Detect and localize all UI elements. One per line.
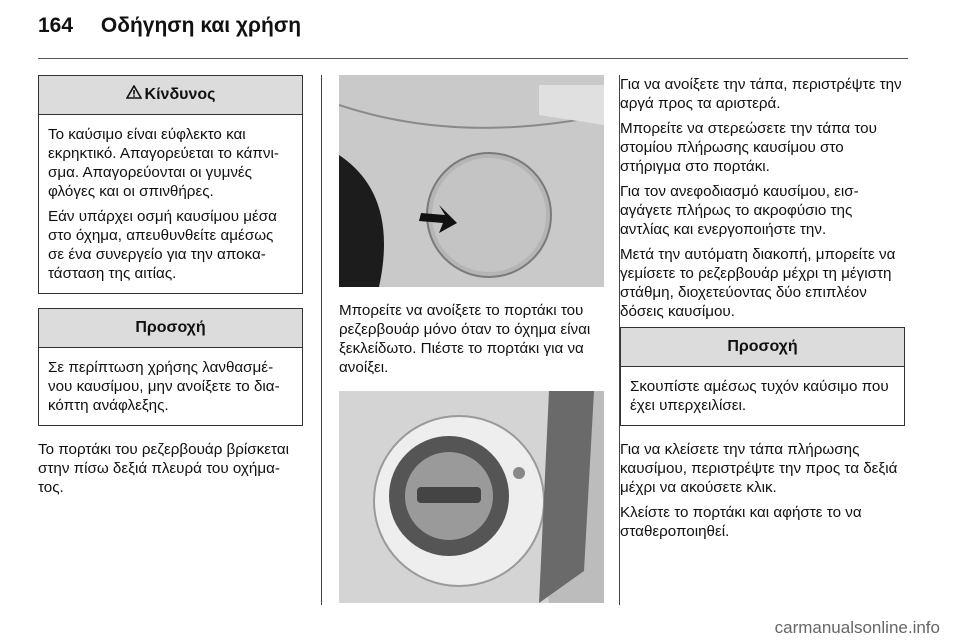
- danger-text: Εάν υπάρχει οσμή καυσίμου μέσα στο όχημα, απευθυνθείτε αμέσως σε ένα συνεργείο για την αποκα-τάσταση της αιτίας.: [48, 208, 277, 282]
- caution-text: Σκουπίστε αμέσως τυχόν καύσιμο που έχει υπερχειλίσει.: [630, 378, 889, 414]
- caution-box: [38, 308, 303, 426]
- body-paragraph: Για να ανοίξετε την τάπα, περιστρέψτε την αργά προς τα αριστερά.: [620, 76, 902, 112]
- danger-box-header: [39, 76, 302, 115]
- fuel-filler-flap-image: [339, 75, 604, 287]
- body-paragraph: Για να κλείσετε την τάπα πλήρωσης καυσίμου, περιστρέψτε την προς τα δεξιά μέχρι να ακούσετε κλικ.: [620, 441, 898, 496]
- column-3: [620, 75, 905, 547]
- caution-box-body: [621, 367, 904, 425]
- column-divider: [321, 75, 322, 605]
- body-paragraph: Το πορτάκι του ρεζερβουάρ βρίσκεται στην πίσω δεξιά πλευρά του οχήμα-τος.: [38, 441, 289, 496]
- danger-box-body: [39, 115, 302, 293]
- caution-box-header: [621, 328, 904, 367]
- warning-triangle-icon: [126, 85, 142, 104]
- caution-box-header: [39, 309, 302, 348]
- caution-box-body: [39, 348, 302, 425]
- caution-box-title: Προσοχή: [135, 319, 206, 336]
- body-paragraph: Μετά την αυτόματη διακοπή, μπορείτε να γεμίσετε το ρεζερβουάρ μέχρι τη μέγιστη στάθμη, διοχετεύοντας δύο επιπλέον δόσεις καυσίμου.: [620, 246, 896, 320]
- column-1: [38, 75, 303, 503]
- danger-box: [38, 75, 303, 294]
- danger-box-title: Κίνδυνος: [144, 86, 216, 103]
- watermark: carmanualsonline.info: [774, 618, 940, 637]
- body-paragraph: Μπορείτε να στερεώσετε την τάπα του στομίου πλήρωσης καυσίμου στο στήριγμα στο πορτάκι.: [620, 120, 877, 175]
- page-header: [38, 14, 301, 38]
- body-paragraph: Για τον ανεφοδιασμό καυσίμου, εισ-αγάγετε πλήρως το ακροφύσιο της αντλίας και ενεργοποιήστε την.: [620, 183, 859, 238]
- header-rule: [38, 58, 908, 59]
- caution-text: Σε περίπτωση χρήσης λανθασμέ-νου καυσίμου, μην ανοίξετε το δια-κόπτη ανάφλεξης.: [48, 359, 280, 414]
- page-number: 164: [38, 14, 74, 37]
- caution-box-title: Προσοχή: [727, 338, 798, 355]
- fuel-cap-image: [339, 391, 604, 603]
- danger-text: Το καύσιμο είναι εύφλεκτο και εκρηκτικό. Απαγορεύεται το κάπνι-σμα. Απαγορεύονται οι γυμνές φλόγες και οι σπινθήρες.: [48, 126, 279, 200]
- body-paragraph: Μπορείτε να ανοίξετε το πορτάκι του ρεζερβουάρ μόνο όταν το όχημα είναι ξεκλείδωτο. Πιέστε το πορτάκι για να ανοίξει.: [339, 302, 591, 376]
- page-title: Οδήγηση και χρήση: [100, 14, 302, 37]
- body-paragraph: Κλείστε το πορτάκι και αφήστε το να σταθεροποιηθεί.: [620, 504, 862, 540]
- caution-box: [620, 327, 905, 426]
- column-2: [339, 75, 604, 603]
